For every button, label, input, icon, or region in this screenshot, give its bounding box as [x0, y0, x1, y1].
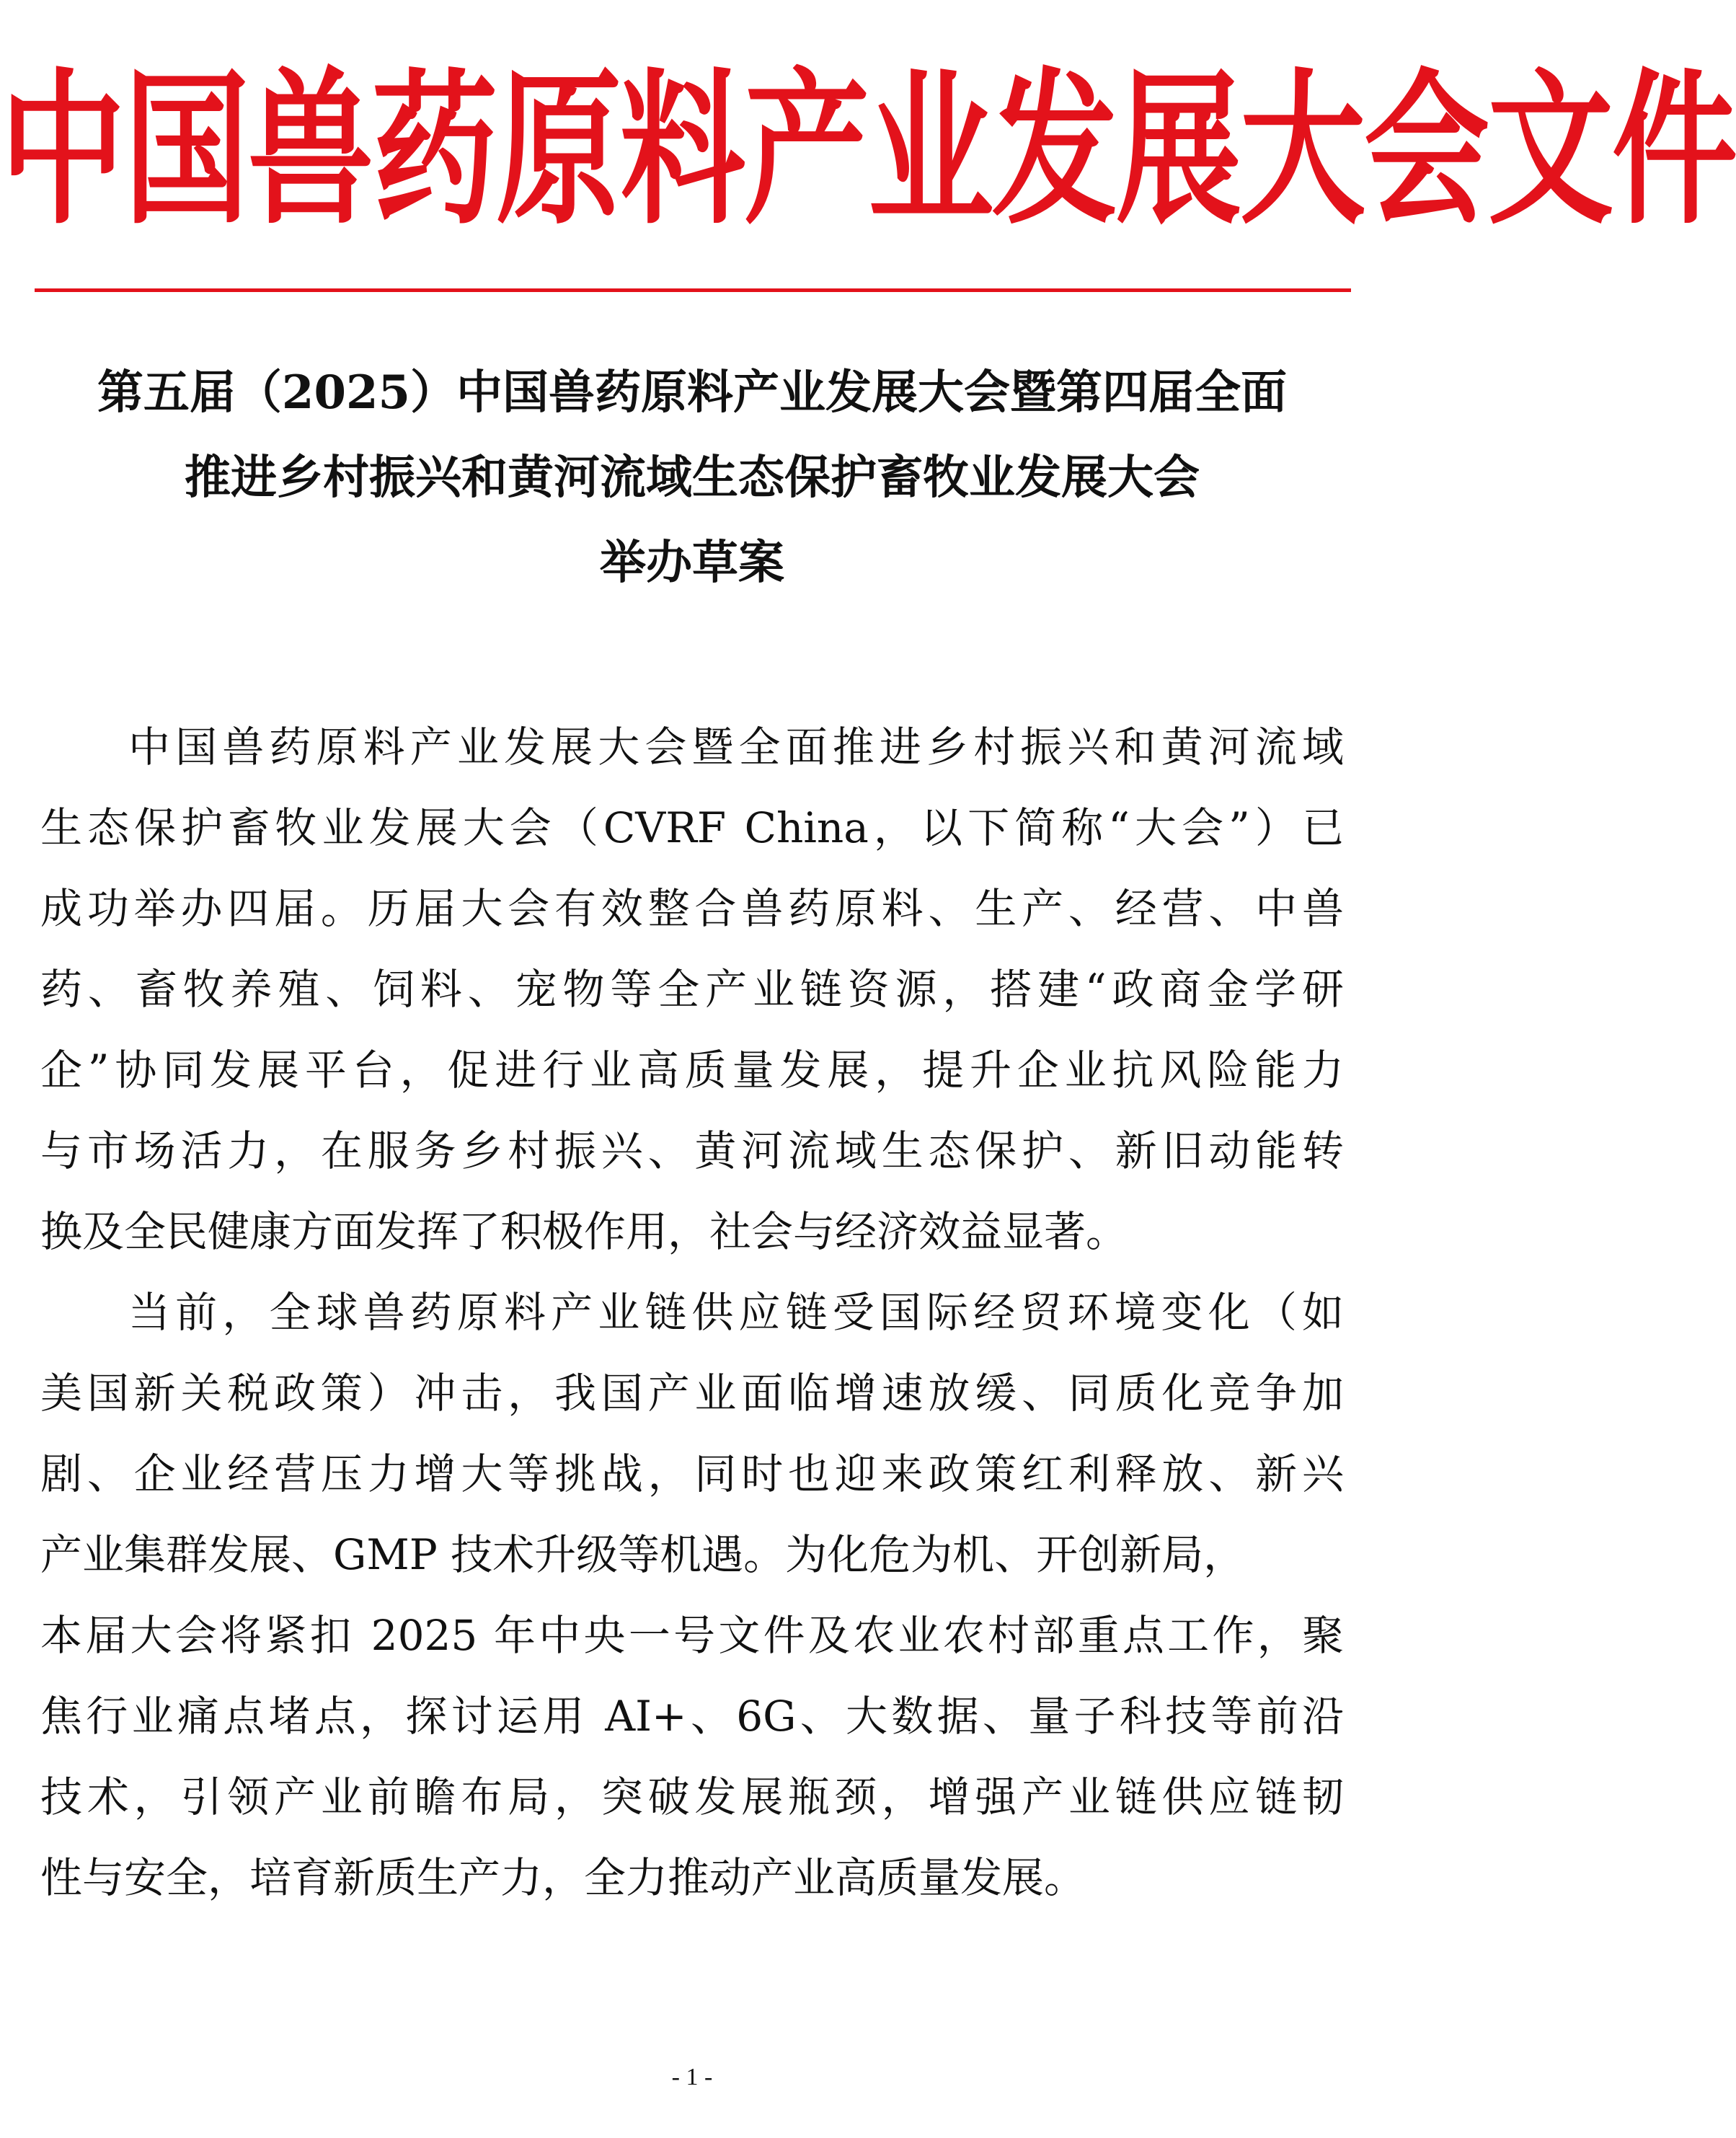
document-masthead: 中国兽药原料产业发展大会文件 [0, 54, 1736, 248]
page-number: - 1 - [671, 2064, 713, 2090]
paragraph-line: 成功举办四届。历届大会有效整合兽药原料、生产、经营、中兽 [40, 884, 1344, 933]
paragraph-1 [40, 707, 1344, 1272]
paragraph-line: 生态保护畜牧业发展大会（CVRF China，以下简称“大会”）已 [40, 803, 1344, 852]
paragraph-line: 本届大会将紧扣 2025 年中央一号文件及农业农村部重点工作，聚 [40, 1611, 1344, 1660]
paragraph-line: 产业集群发展、GMP 技术升级等机遇。为化危为机、开创新局， [40, 1530, 1246, 1579]
paragraph-line: 技术，引领产业前瞻布局，突破发展瓶颈，增强产业链供应链韧 [40, 1772, 1344, 1821]
document-title-line-2: 推进乡村振兴和黄河流域生态保护畜牧业发展大会 [185, 451, 1200, 505]
paragraph-line: 换及全民健康方面发挥了积极作用，社会与经济效益显著。 [40, 1207, 1128, 1256]
paragraph-line: 药、畜牧养殖、饲料、宠物等全产业链资源，搭建“政商金学研 [40, 965, 1344, 1014]
paragraph-2 [40, 1272, 1344, 1918]
masthead-red-rule [35, 288, 1351, 292]
document-body [40, 707, 1344, 1918]
paragraph-line: 企”协同发展平台，促进行业高质量发展，提升企业抗风险能力 [40, 1046, 1344, 1095]
paragraph-line: 焦行业痛点堵点，探讨运用 AI+、6G、大数据、量子科技等前沿 [40, 1692, 1344, 1741]
document-title [0, 350, 1384, 606]
paragraph-line: 当前，全球兽药原料产业链供应链受国际经贸环境变化（如 [128, 1288, 1344, 1337]
document-title-line-3: 举办草案 [600, 536, 784, 590]
paragraph-line: 性与安全，培育新质生产力，全力推动产业高质量发展。 [40, 1853, 1086, 1902]
document-title-line-1: 第五届（2025）中国兽药原料产业发展大会暨第四届全面 [97, 366, 1288, 420]
paragraph-line: 中国兽药原料产业发展大会暨全面推进乡村振兴和黄河流域 [128, 723, 1344, 772]
paragraph-line: 与市场活力，在服务乡村振兴、黄河流域生态保护、新旧动能转 [40, 1126, 1344, 1175]
paragraph-line: 美国新关税政策）冲击，我国产业面临增速放缓、同质化竞争加 [40, 1369, 1344, 1418]
paragraph-line: 剧、企业经营压力增大等挑战，同时也迎来政策红利释放、新兴 [40, 1449, 1344, 1498]
